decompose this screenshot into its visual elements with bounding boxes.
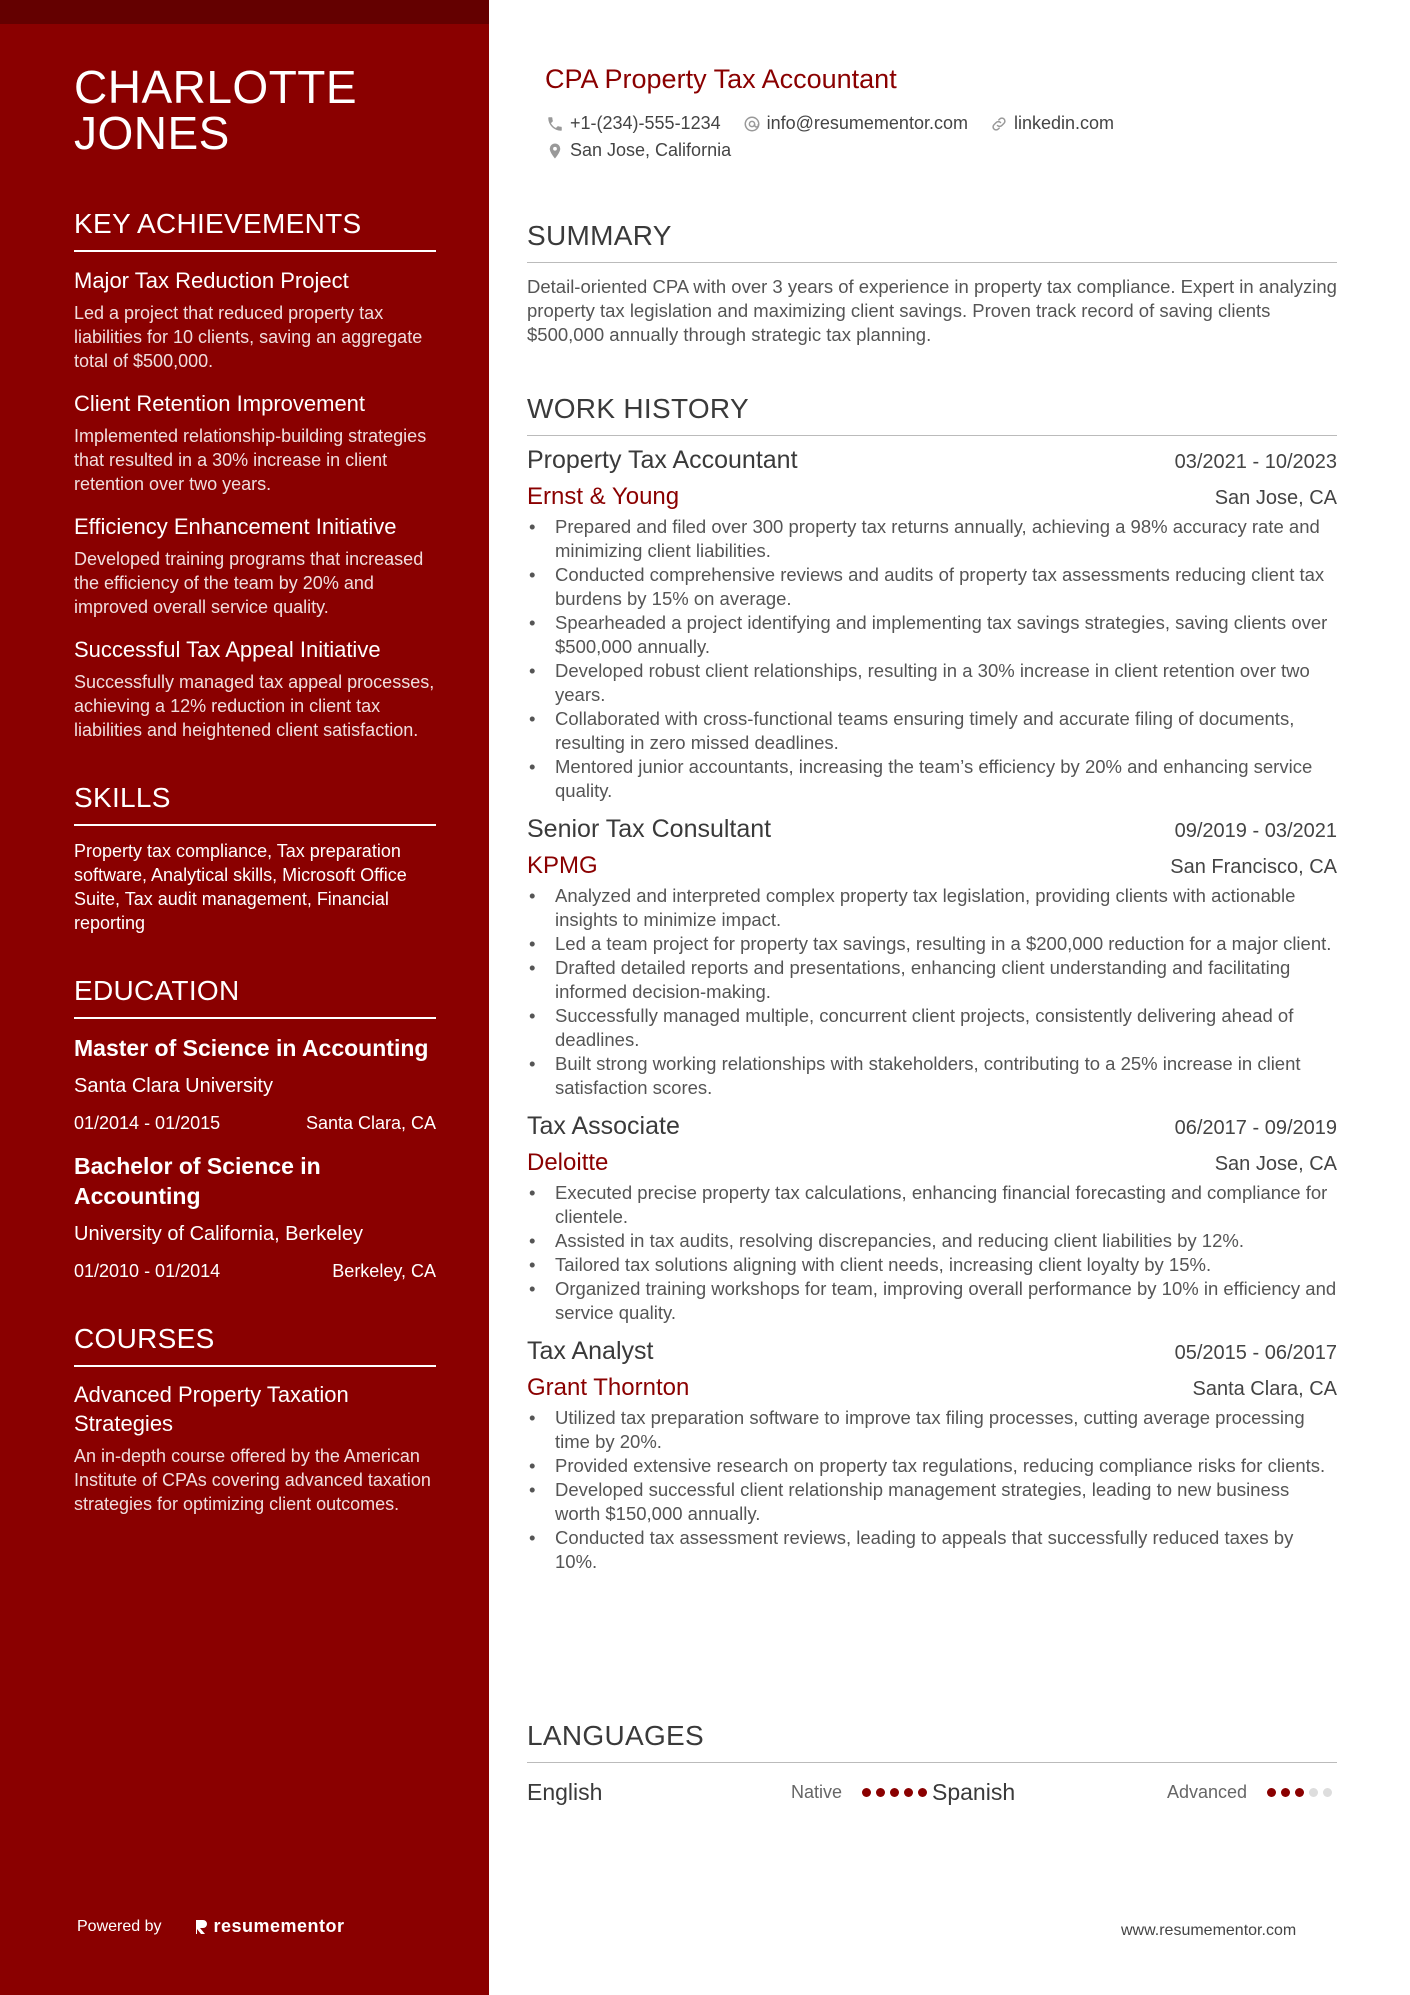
job-title: Tax Associate bbox=[527, 1112, 680, 1140]
job-entry bbox=[527, 815, 1337, 1100]
courses-heading: COURSES bbox=[74, 1323, 436, 1367]
sidebar-top-band bbox=[0, 0, 489, 24]
education-meta bbox=[74, 1259, 436, 1283]
job-bullet: • Prepared and filed over 300 property tax returns annually, achieving a 98% accuracy rate and minimizing client liabilities. bbox=[527, 515, 1337, 563]
job-bullets bbox=[527, 1181, 1337, 1325]
job-bullet: • Organized training workshops for team, improving overall performance by 10% in efficiency and service quality. bbox=[527, 1277, 1337, 1325]
job-bullet: • Analyzed and interpreted complex property tax legislation, providing clients with actionable insights to minimize impact. bbox=[527, 884, 1337, 932]
job-header bbox=[527, 1112, 1337, 1141]
language-item bbox=[932, 1779, 1337, 1806]
summary-heading: SUMMARY bbox=[527, 220, 1337, 263]
contact-row-2 bbox=[546, 140, 753, 161]
education-school: University of California, Berkeley bbox=[74, 1223, 363, 1245]
link-icon bbox=[990, 115, 1008, 133]
job-location: Santa Clara, CA bbox=[1192, 1378, 1337, 1400]
achievement-desc: Led a project that reduced property tax liabilities for 10 clients, saving an aggregate total of $500,000. bbox=[74, 303, 423, 371]
skills-heading: SKILLS bbox=[74, 782, 436, 826]
brand-name: resumementor bbox=[213, 1916, 345, 1936]
rating-dot-empty bbox=[1323, 1788, 1332, 1797]
job-bullets bbox=[527, 515, 1337, 803]
job-bullet: • Conducted tax assessment reviews, leading to appeals that successfully reduced taxes by 10%. bbox=[527, 1526, 1337, 1574]
language-level: Native bbox=[790, 1782, 842, 1802]
education-meta bbox=[74, 1111, 436, 1135]
education-item bbox=[74, 1151, 436, 1283]
achievements-heading: KEY ACHIEVEMENTS bbox=[74, 208, 436, 252]
education-degree: Master of Science in Accounting bbox=[74, 1035, 429, 1061]
languages-section bbox=[527, 1720, 1337, 1806]
achievement-item bbox=[74, 389, 436, 496]
education-location: Santa Clara, CA bbox=[305, 1113, 436, 1133]
job-company: KPMG bbox=[527, 852, 598, 879]
job-bullets bbox=[527, 1406, 1337, 1574]
education-dates: 01/2014 - 01/2015 bbox=[74, 1113, 221, 1133]
job-location: San Jose, CA bbox=[1214, 1153, 1337, 1175]
job-subheader bbox=[527, 852, 1337, 880]
languages-row bbox=[527, 1779, 1337, 1806]
powered-by-label: Powered by bbox=[77, 1917, 162, 1935]
language-name: English bbox=[527, 1779, 603, 1805]
job-entry bbox=[527, 1337, 1337, 1574]
footer-url[interactable]: www.resumementor.com bbox=[1121, 1922, 1297, 1939]
languages-heading: LANGUAGES bbox=[527, 1720, 1337, 1763]
job-bullet: • Executed precise property tax calculations, enhancing financial forecasting and compliance for clientele. bbox=[527, 1181, 1337, 1229]
job-location: San Jose, CA bbox=[1214, 487, 1337, 509]
job-company: Grant Thornton bbox=[527, 1374, 690, 1401]
location-text: San Jose, California bbox=[570, 140, 732, 160]
course-title: Advanced Property Taxation Strategies bbox=[74, 1382, 349, 1436]
achievement-desc: Developed training programs that increased the efficiency of the team by 20% and improved overall service quality. bbox=[74, 549, 424, 617]
achievement-item bbox=[74, 512, 436, 619]
contact-phone[interactable] bbox=[546, 113, 721, 134]
rating-dot-filled bbox=[918, 1788, 927, 1797]
job-bullet: • Spearheaded a project identifying and implementing tax savings strategies, saving clients over $500,000 annually. bbox=[527, 611, 1337, 659]
job-company: Deloitte bbox=[527, 1149, 609, 1176]
linkedin-text: linkedin.com bbox=[1013, 113, 1115, 133]
job-bullet: • Drafted detailed reports and presentations, enhancing client understanding and facilitating informed decision-making. bbox=[527, 956, 1337, 1004]
resumementor-logo-icon bbox=[194, 1918, 208, 1936]
job-entry bbox=[527, 446, 1337, 803]
job-bullet: • Led a team project for property tax savings, resulting in a $200,000 reduction for a major client. bbox=[527, 932, 1337, 956]
skills-list: Property tax compliance, Tax preparation software, Analytical skills, Microsoft Office Suite, Tax audit management, Financial reporting bbox=[74, 841, 407, 933]
rating-dot-filled bbox=[904, 1788, 913, 1797]
job-bullet: • Collaborated with cross-functional teams ensuring timely and accurate filing of documents, resulting in zero missed deadlines. bbox=[527, 707, 1337, 755]
language-name: Spanish bbox=[932, 1779, 1016, 1805]
job-bullet: • Assisted in tax audits, resolving discrepancies, and reducing client liabilities by 12%. bbox=[527, 1229, 1337, 1253]
sidebar-content bbox=[74, 61, 436, 1516]
job-location: San Francisco, CA bbox=[1170, 856, 1337, 878]
phone-text: +1-(234)-555-1234 bbox=[570, 113, 721, 133]
job-title: Tax Analyst bbox=[527, 1337, 654, 1365]
education-school: Santa Clara University bbox=[74, 1075, 273, 1097]
language-level: Advanced bbox=[1166, 1782, 1247, 1802]
rating-dot-filled bbox=[876, 1788, 885, 1797]
contact-location bbox=[546, 140, 731, 161]
rating-dot-filled bbox=[1267, 1788, 1276, 1797]
job-header bbox=[527, 446, 1337, 475]
job-dates: 03/2021 - 10/2023 bbox=[1174, 451, 1337, 473]
course-desc: An in-depth course offered by the American Institute of CPAs covering advanced taxation strategies for optimizing client outcomes. bbox=[74, 1446, 431, 1514]
education-section bbox=[74, 975, 436, 1283]
job-dates: 06/2017 - 09/2019 bbox=[1174, 1117, 1337, 1139]
job-bullet: • Built strong working relationships with stakeholders, contributing to a 25% increase in client satisfaction scores. bbox=[527, 1052, 1337, 1100]
achievement-item bbox=[74, 635, 436, 742]
job-title: Senior Tax Consultant bbox=[527, 815, 772, 843]
achievement-title: Efficiency Enhancement Initiative bbox=[74, 514, 397, 539]
job-headline: CPA Property Tax Accountant bbox=[545, 64, 897, 94]
job-bullet: • Provided extensive research on property tax regulations, reducing compliance risks for clients. bbox=[527, 1454, 1337, 1478]
work-history-heading: WORK HISTORY bbox=[527, 393, 1337, 436]
job-bullet: • Mentored junior accountants, increasing the team’s efficiency by 20% and enhancing service quality. bbox=[527, 755, 1337, 803]
course-item bbox=[74, 1380, 436, 1516]
rating-dot-filled bbox=[1295, 1788, 1304, 1797]
job-bullet: • Utilized tax preparation software to improve tax filing processes, cutting average processing time by 20%. bbox=[527, 1406, 1337, 1454]
rating-dot-filled bbox=[1281, 1788, 1290, 1797]
summary-text: Detail-oriented CPA with over 3 years of experience in property tax compliance. Expert in analyzing property tax legislation and maximizing client savings. Proven track record of saving clients $500,000 annually through strategic tax planning. bbox=[527, 276, 1337, 345]
location-pin-icon bbox=[546, 142, 564, 160]
education-dates: 01/2010 - 01/2014 bbox=[74, 1261, 221, 1281]
achievement-item bbox=[74, 266, 436, 373]
language-rating bbox=[862, 1788, 932, 1797]
rating-dot-filled bbox=[862, 1788, 871, 1797]
job-subheader bbox=[527, 483, 1337, 511]
job-bullet: • Developed robust client relationships, resulting in a 30% increase in client retention over two years. bbox=[527, 659, 1337, 707]
education-degree: Bachelor of Science in Accounting bbox=[74, 1153, 321, 1209]
work-history-section bbox=[527, 393, 1337, 1574]
education-heading: EDUCATION bbox=[74, 975, 436, 1019]
language-rating bbox=[1267, 1788, 1337, 1797]
job-header bbox=[527, 815, 1337, 844]
phone-icon bbox=[546, 115, 564, 133]
achievements-section bbox=[74, 208, 436, 742]
job-dates: 09/2019 - 03/2021 bbox=[1174, 820, 1337, 842]
sidebar bbox=[0, 0, 489, 1995]
education-item bbox=[74, 1033, 436, 1135]
email-text: info@resumementor.com bbox=[766, 113, 968, 133]
skills-section bbox=[74, 782, 436, 935]
at-icon bbox=[743, 115, 761, 133]
achievement-title: Client Retention Improvement bbox=[74, 391, 366, 416]
job-entry bbox=[527, 1112, 1337, 1325]
job-bullet: • Developed successful client relationship management strategies, leading to new business worth $150,000 annually. bbox=[527, 1478, 1337, 1526]
job-title: Property Tax Accountant bbox=[527, 446, 798, 474]
rating-dot-empty bbox=[1309, 1788, 1318, 1797]
achievement-title: Major Tax Reduction Project bbox=[74, 268, 349, 293]
powered-by bbox=[77, 1916, 345, 1937]
job-dates: 05/2015 - 06/2017 bbox=[1174, 1342, 1337, 1364]
contact-linkedin[interactable] bbox=[990, 113, 1114, 134]
achievement-title: Successful Tax Appeal Initiative bbox=[74, 637, 381, 662]
summary-section bbox=[527, 220, 1337, 347]
courses-section bbox=[74, 1323, 436, 1516]
language-item bbox=[527, 1779, 932, 1806]
job-company: Ernst & Young bbox=[527, 483, 680, 510]
job-bullets bbox=[527, 884, 1337, 1100]
contact-email[interactable] bbox=[743, 113, 968, 134]
candidate-name: CHARLOTTE JONES bbox=[74, 61, 358, 159]
education-location: Berkeley, CA bbox=[332, 1261, 436, 1281]
job-header bbox=[527, 1337, 1337, 1366]
job-bullet: • Conducted comprehensive reviews and audits of property tax assessments reducing client tax burdens by 15% on average. bbox=[527, 563, 1337, 611]
contact-row-1 bbox=[546, 113, 1136, 134]
job-subheader bbox=[527, 1149, 1337, 1177]
achievement-desc: Successfully managed tax appeal processes, achieving a 12% reduction in client tax liabilities and heightened client satisfaction. bbox=[74, 672, 435, 740]
job-subheader bbox=[527, 1374, 1337, 1402]
job-bullet: • Successfully managed multiple, concurrent client projects, consistently delivering ahead of deadlines. bbox=[527, 1004, 1337, 1052]
rating-dot-filled bbox=[890, 1788, 899, 1797]
achievement-desc: Implemented relationship-building strategies that resulted in a 30% increase in client retention over two years. bbox=[74, 426, 427, 494]
brand-logo[interactable] bbox=[194, 1916, 345, 1937]
job-bullet: • Tailored tax solutions aligning with client needs, increasing client loyalty by 15%. bbox=[527, 1253, 1337, 1277]
